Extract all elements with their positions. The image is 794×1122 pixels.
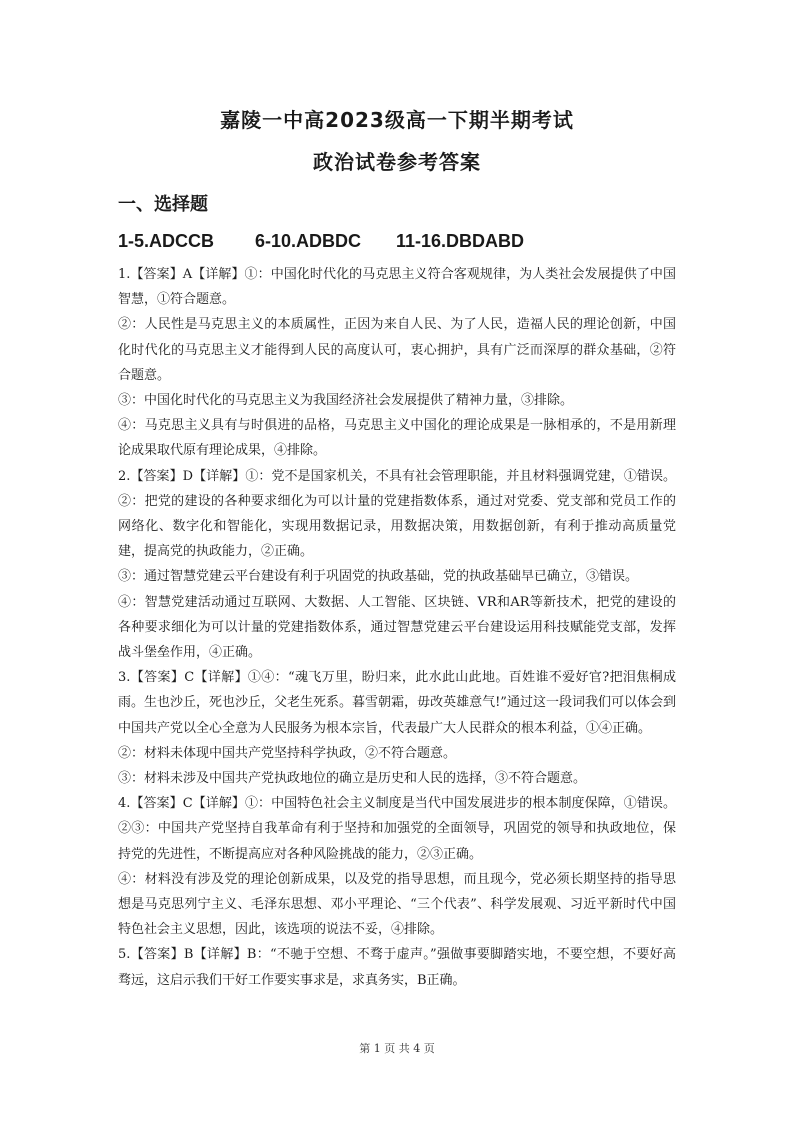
explanation-paragraph: 4.【答案】C【详解】①：中国特色社会主义制度是当代中国发展进步的根本制度保障，①错误。②③：中国共产党坚持自我革命有利于坚持和加强党的全面领导，巩固党的领导和执政地位，保持党的先进性，不断提高应对各种风险挑战的能力，②③正确。 — [118, 796, 676, 862]
explanation-paragraph: ④：马克思主义具有与时俱进的品格，马克思主义中国化的理论成果是一脉相承的，不是用新理论成果取代原有理论成果，④排除。 — [118, 418, 676, 459]
exam-subtitle: 政治试卷参考答案 — [313, 150, 481, 174]
answer-group-2: 6-10.ADBDC — [255, 231, 362, 251]
explanation-paragraph: ④：材料没有涉及党的理论创新成果，以及党的指导思想，而且现今，党必须长期坚持的指导思想是马克思列宁主义、毛泽东思想、邓小平理论、“三个代表”、科学发展观、习近平新时代中国特色社会主义思想，因此，该选项的说法不妥，④排除。 — [118, 871, 676, 938]
explanation-paragraph: ③：中国化时代化的马克思主义为我国经济社会发展提供了精神力量，③排除。 — [118, 393, 574, 409]
answer-group-1: 1-5.ADCCB — [118, 231, 215, 251]
explanation-paragraph: 3.【答案】C【详解】①④：“魂飞万里，盼归来，此水此山此地。百姓谁不爱好官?把泪焦桐成雨。生也沙丘，死也沙丘，父老生死系。暮雪朝霜，毋改英雄意气!”通过这一段词我们可以体会到中国共产党以全心全意为人民服务为根本宗旨，代表最广大人民群众的根本利益，①④正确。 — [118, 670, 676, 736]
explanation-paragraph: 5.【答案】B【详解】B：“不驰于空想、不骛于虚声。”强做事要脚踏实地，不要空想，不要好高骛远，这启示我们干好工作要实事求是，求真务实，B正确。 — [118, 947, 676, 988]
answer-key-row — [118, 231, 524, 252]
explanation-paragraph: 2.【答案】D【详解】①：党不是国家机关，不具有社会管理职能，并且材料强调党建，①错误。②：把党的建设的各种要求细化为可以计量的党建指数体系，通过对党委、党支部和党员工作的网络化、数字化和智能化，实现用数据记录，用数据决策，用数据创新，有利于推动高质量党建，提高党的执政能力，②正确。 — [118, 468, 676, 560]
answer-group-3: 11-16.DBDABD — [396, 231, 525, 251]
page-number: 第 1 页 共 4 页 — [359, 1042, 435, 1055]
explanation-paragraph: ③：材料未涉及中国共产党执政地位的确立是历史和人民的选择，③不符合题意。 — [118, 771, 587, 787]
exam-title: 嘉陵一中高2023级高一下期半期考试 — [220, 108, 574, 132]
section-heading: 一、选择题 — [118, 194, 208, 215]
explanations — [118, 262, 676, 993]
explanation-paragraph: 1.【答案】A【详解】①：中国化时代化的马克思主义符合客观规律，为人类社会发展提供了中国智慧，①符合题意。 — [118, 267, 676, 308]
explanation-paragraph: ②：人民性是马克思主义的本质属性，正因为来自人民、为了人民，造福人民的理论创新，中国化时代化的马克思主义才能得到人民的高度认可，衷心拥护，具有广泛而深厚的群众基础，②符合题意。 — [118, 317, 676, 383]
explanation-paragraph: ③：通过智慧党建云平台建设有利于巩固党的执政基础，党的执政基础早已确立，③错误。 — [118, 569, 639, 585]
explanation-paragraph: ②：材料未体现中国共产党坚持科学执政，②不符合题意。 — [118, 745, 457, 761]
explanation-paragraph: ④：智慧党建活动通过互联网、大数据、人工智能、区块链、VR和AR等新技术，把党的建设的各种要求细化为可以计量的党建指数体系，通过智慧党建云平台建设运用科技赋能党支部，发挥战斗堡垒作用，④正确。 — [118, 594, 676, 661]
